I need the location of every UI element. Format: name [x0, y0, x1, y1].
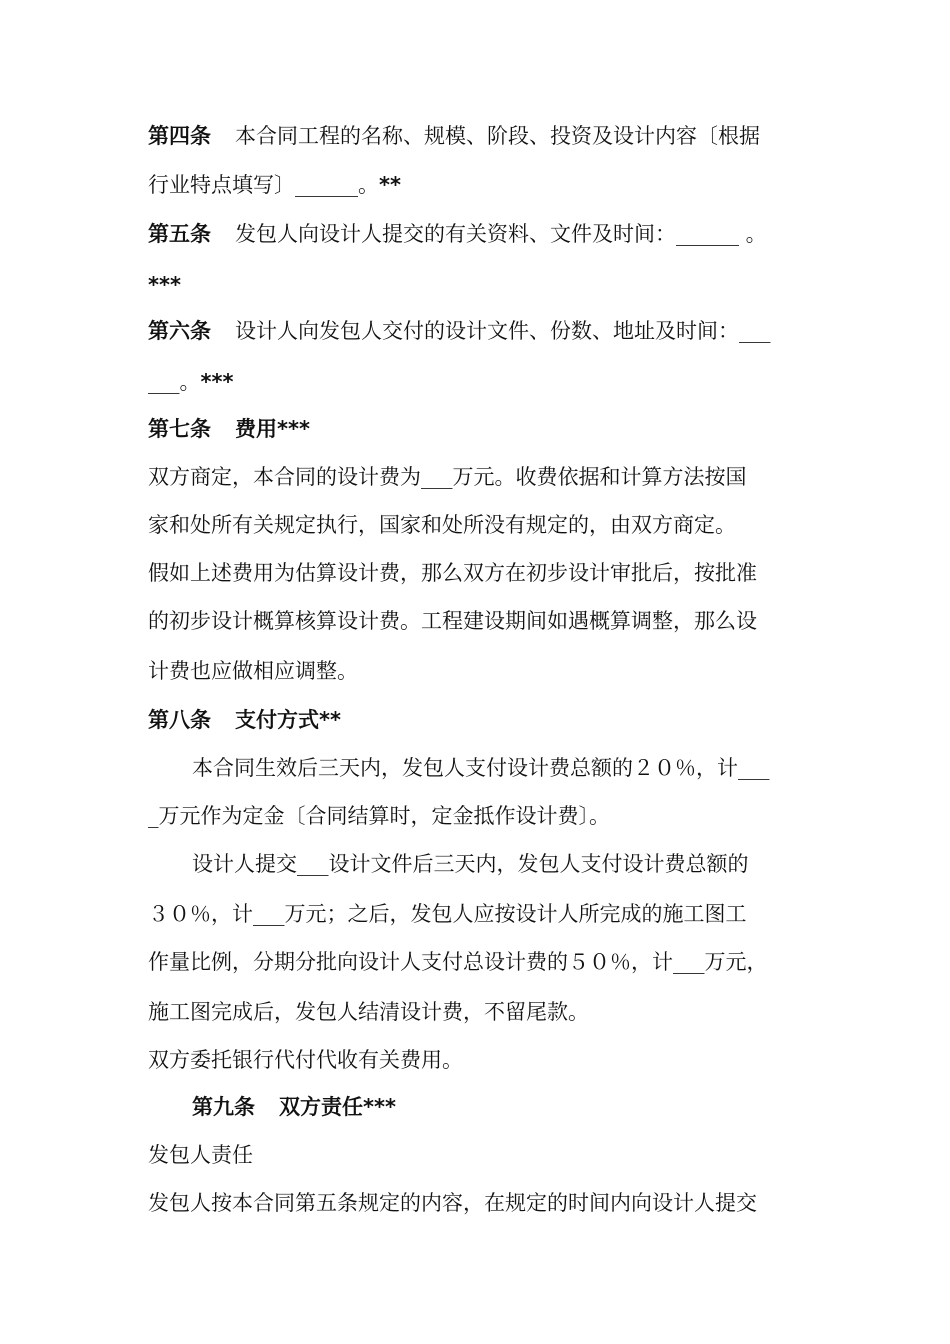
article-6-text-cont: ___。 — [148, 370, 201, 394]
article-6-stars: *** — [200, 370, 234, 394]
article-5-stars: *** — [148, 273, 181, 297]
article-7-title: 费用*** — [235, 417, 310, 441]
article-7-p2-l2: 的初步设计概算核算设计费。工程建设期间如遇概算调整，那么设 — [148, 609, 757, 633]
article-5-line-1 — [148, 219, 767, 249]
article-6-line-1 — [148, 316, 771, 346]
article-9-heading-line — [192, 1092, 396, 1122]
article-7-p2-l1: 假如上述费用为估算设计费，那么双方在初步设计审批后，按批准 — [148, 561, 757, 585]
article-9-title: 双方责任*** — [279, 1095, 396, 1119]
article-5-text: 发包人向设计人提交的有关资料、文件及时间：______ 。 — [235, 222, 767, 246]
article-6-line-2 — [148, 367, 233, 397]
article-7-p1-l1: 双方商定，本合同的设计费为___万元。收费依据和计算方法按国 — [148, 465, 747, 489]
article-9-subheading: 发包人责任 — [148, 1143, 253, 1167]
article-7-p2-l3: 计费也应做相应调整。 — [148, 659, 358, 683]
article-6-text: 设计人向发包人交付的设计文件、份数、地址及时间：___ — [235, 319, 771, 343]
article-8-title: 支付方式** — [235, 708, 341, 732]
article-6-heading: 第六条 — [148, 319, 211, 343]
article-4-line-1 — [148, 121, 760, 151]
article-8-p1-l1: 本合同生效后三天内，发包人支付设计费总额的２０％，计___ — [192, 756, 770, 780]
article-7-heading: 第七条 — [148, 417, 211, 441]
article-9-heading: 第九条 — [192, 1095, 255, 1119]
article-8-p2-l3: 作量比例，分期分批向设计人支付总设计费的５０％，计___万元， — [148, 950, 768, 974]
article-8-p3: 双方委托银行代付代收有关费用。 — [148, 1048, 463, 1072]
article-8-heading-line — [148, 705, 341, 735]
article-8-p2-l4: 施工图完成后，发包人结清设计费，不留尾款。 — [148, 1000, 589, 1024]
article-8-p2-l1: 设计人提交___设计文件后三天内，发包人支付设计费总额的 — [192, 852, 749, 876]
article-4-text-cont: 行业特点填写〕______。 — [148, 173, 379, 197]
article-4-line-2 — [148, 170, 401, 200]
article-8-heading: 第八条 — [148, 708, 211, 732]
article-8-p2-l2: ３０％，计___万元；之后，发包人应按设计人所完成的施工图工 — [148, 902, 747, 926]
article-4-stars: ** — [379, 173, 401, 197]
article-5-heading: 第五条 — [148, 222, 211, 246]
article-4-heading: 第四条 — [148, 124, 211, 148]
article-7-p1-l2: 家和处所有关规定执行，国家和处所没有规定的，由双方商定。 — [148, 513, 736, 537]
article-9-p1: 发包人按本合同第五条规定的内容，在规定的时间内向设计人提交 — [148, 1191, 757, 1215]
article-7-heading-line — [148, 414, 310, 444]
article-4-text: 本合同工程的名称、规模、阶段、投资及设计内容〔根据 — [235, 124, 760, 148]
article-8-p1-l2: _万元作为定金〔合同结算时，定金抵作设计费〕。 — [148, 804, 610, 828]
